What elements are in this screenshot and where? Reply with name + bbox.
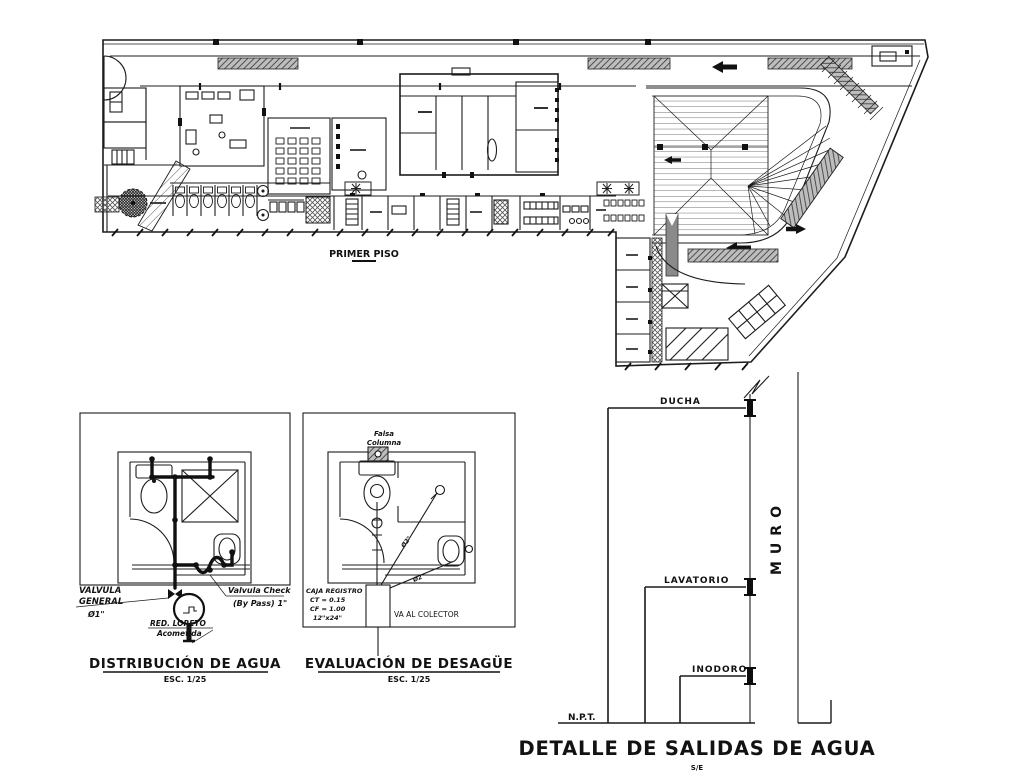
urinals — [268, 200, 304, 212]
shower-room — [306, 197, 330, 223]
label-colector: VA AL COLECTOR — [394, 610, 459, 619]
wing-patio — [666, 328, 728, 360]
table-x — [662, 284, 688, 308]
label-bypass: (By Pass) 1" — [233, 599, 288, 608]
bench — [781, 148, 843, 228]
label-diameter: Ø1" — [88, 610, 105, 619]
detail-drain-evaluation — [303, 413, 515, 684]
label-valvula-general2: GENERAL — [79, 597, 124, 607]
label-caja-size: 12"x24" — [313, 614, 343, 622]
label-caja-registro: CAJA REGISTRO — [306, 587, 363, 595]
central-hall-block — [400, 68, 559, 178]
wing-ramp-hatch — [688, 249, 778, 262]
planter-stars — [345, 182, 639, 195]
wing-stairs — [729, 285, 786, 338]
title-distribucion: DISTRIBUCIÓN DE AGUA — [89, 656, 281, 672]
storage-room — [332, 118, 386, 190]
label-ct: CT = 0.15 — [310, 596, 346, 604]
label-ducha: DUCHA — [660, 397, 701, 407]
gate-valve-icon — [168, 589, 175, 599]
assembly-hall — [646, 46, 912, 254]
label-inodoro: INODORO — [692, 665, 748, 675]
label-npt: N.P.T. — [568, 713, 596, 723]
label-acometida: Acometida — [157, 629, 202, 638]
entry-doors — [104, 56, 126, 100]
label-red-loreto: RED. LORETO — [150, 619, 206, 628]
label-pipe-a: Ø2" — [400, 535, 414, 550]
ramp-hatch — [588, 58, 670, 69]
wing-rooms — [616, 238, 652, 362]
detail-water-distribution — [76, 413, 291, 684]
wall-break-icon — [744, 376, 769, 398]
service-strip — [108, 193, 644, 230]
ramp-hatch — [218, 58, 298, 69]
detail-frame — [80, 413, 290, 585]
label-cf: CF = 1.00 — [310, 605, 346, 613]
scale-distribucion: ESC. 1/25 — [163, 675, 207, 684]
label-pipe-b: Ø2" — [412, 572, 427, 584]
title-salidas: DETALLE DE SALIDAS DE AGUA — [518, 737, 876, 760]
label-lavatorio: LAVATORIO — [664, 576, 730, 586]
south-wing — [616, 214, 785, 362]
outlet-lines — [558, 408, 831, 723]
caja-registro — [366, 585, 390, 656]
detail-water-outlets — [518, 372, 875, 772]
planter — [95, 197, 119, 212]
title-evaluacion: EVALUACIÓN DE DESAGÜE — [304, 656, 514, 672]
label-falsa: Falsa — [374, 430, 394, 438]
label-muro: MURO — [769, 499, 785, 575]
wash-basins — [258, 186, 269, 221]
label-valvula-check: Valvula Check — [228, 586, 291, 595]
bathroom-plan-desague — [328, 447, 475, 656]
sink — [438, 536, 473, 566]
wing-corridor — [652, 238, 662, 362]
site-plan — [95, 39, 928, 370]
sink — [214, 534, 240, 564]
toilet — [136, 465, 172, 513]
label-valvula-general: VALVULA — [79, 586, 122, 596]
scale-evaluacion: ESC. 1/25 — [387, 675, 431, 684]
scale-salidas: S/E — [690, 764, 704, 772]
corridor — [110, 39, 920, 90]
plan-caption: PRIMER PISO — [329, 249, 399, 260]
office-room — [178, 86, 266, 166]
label-columna: Columna — [366, 439, 402, 447]
